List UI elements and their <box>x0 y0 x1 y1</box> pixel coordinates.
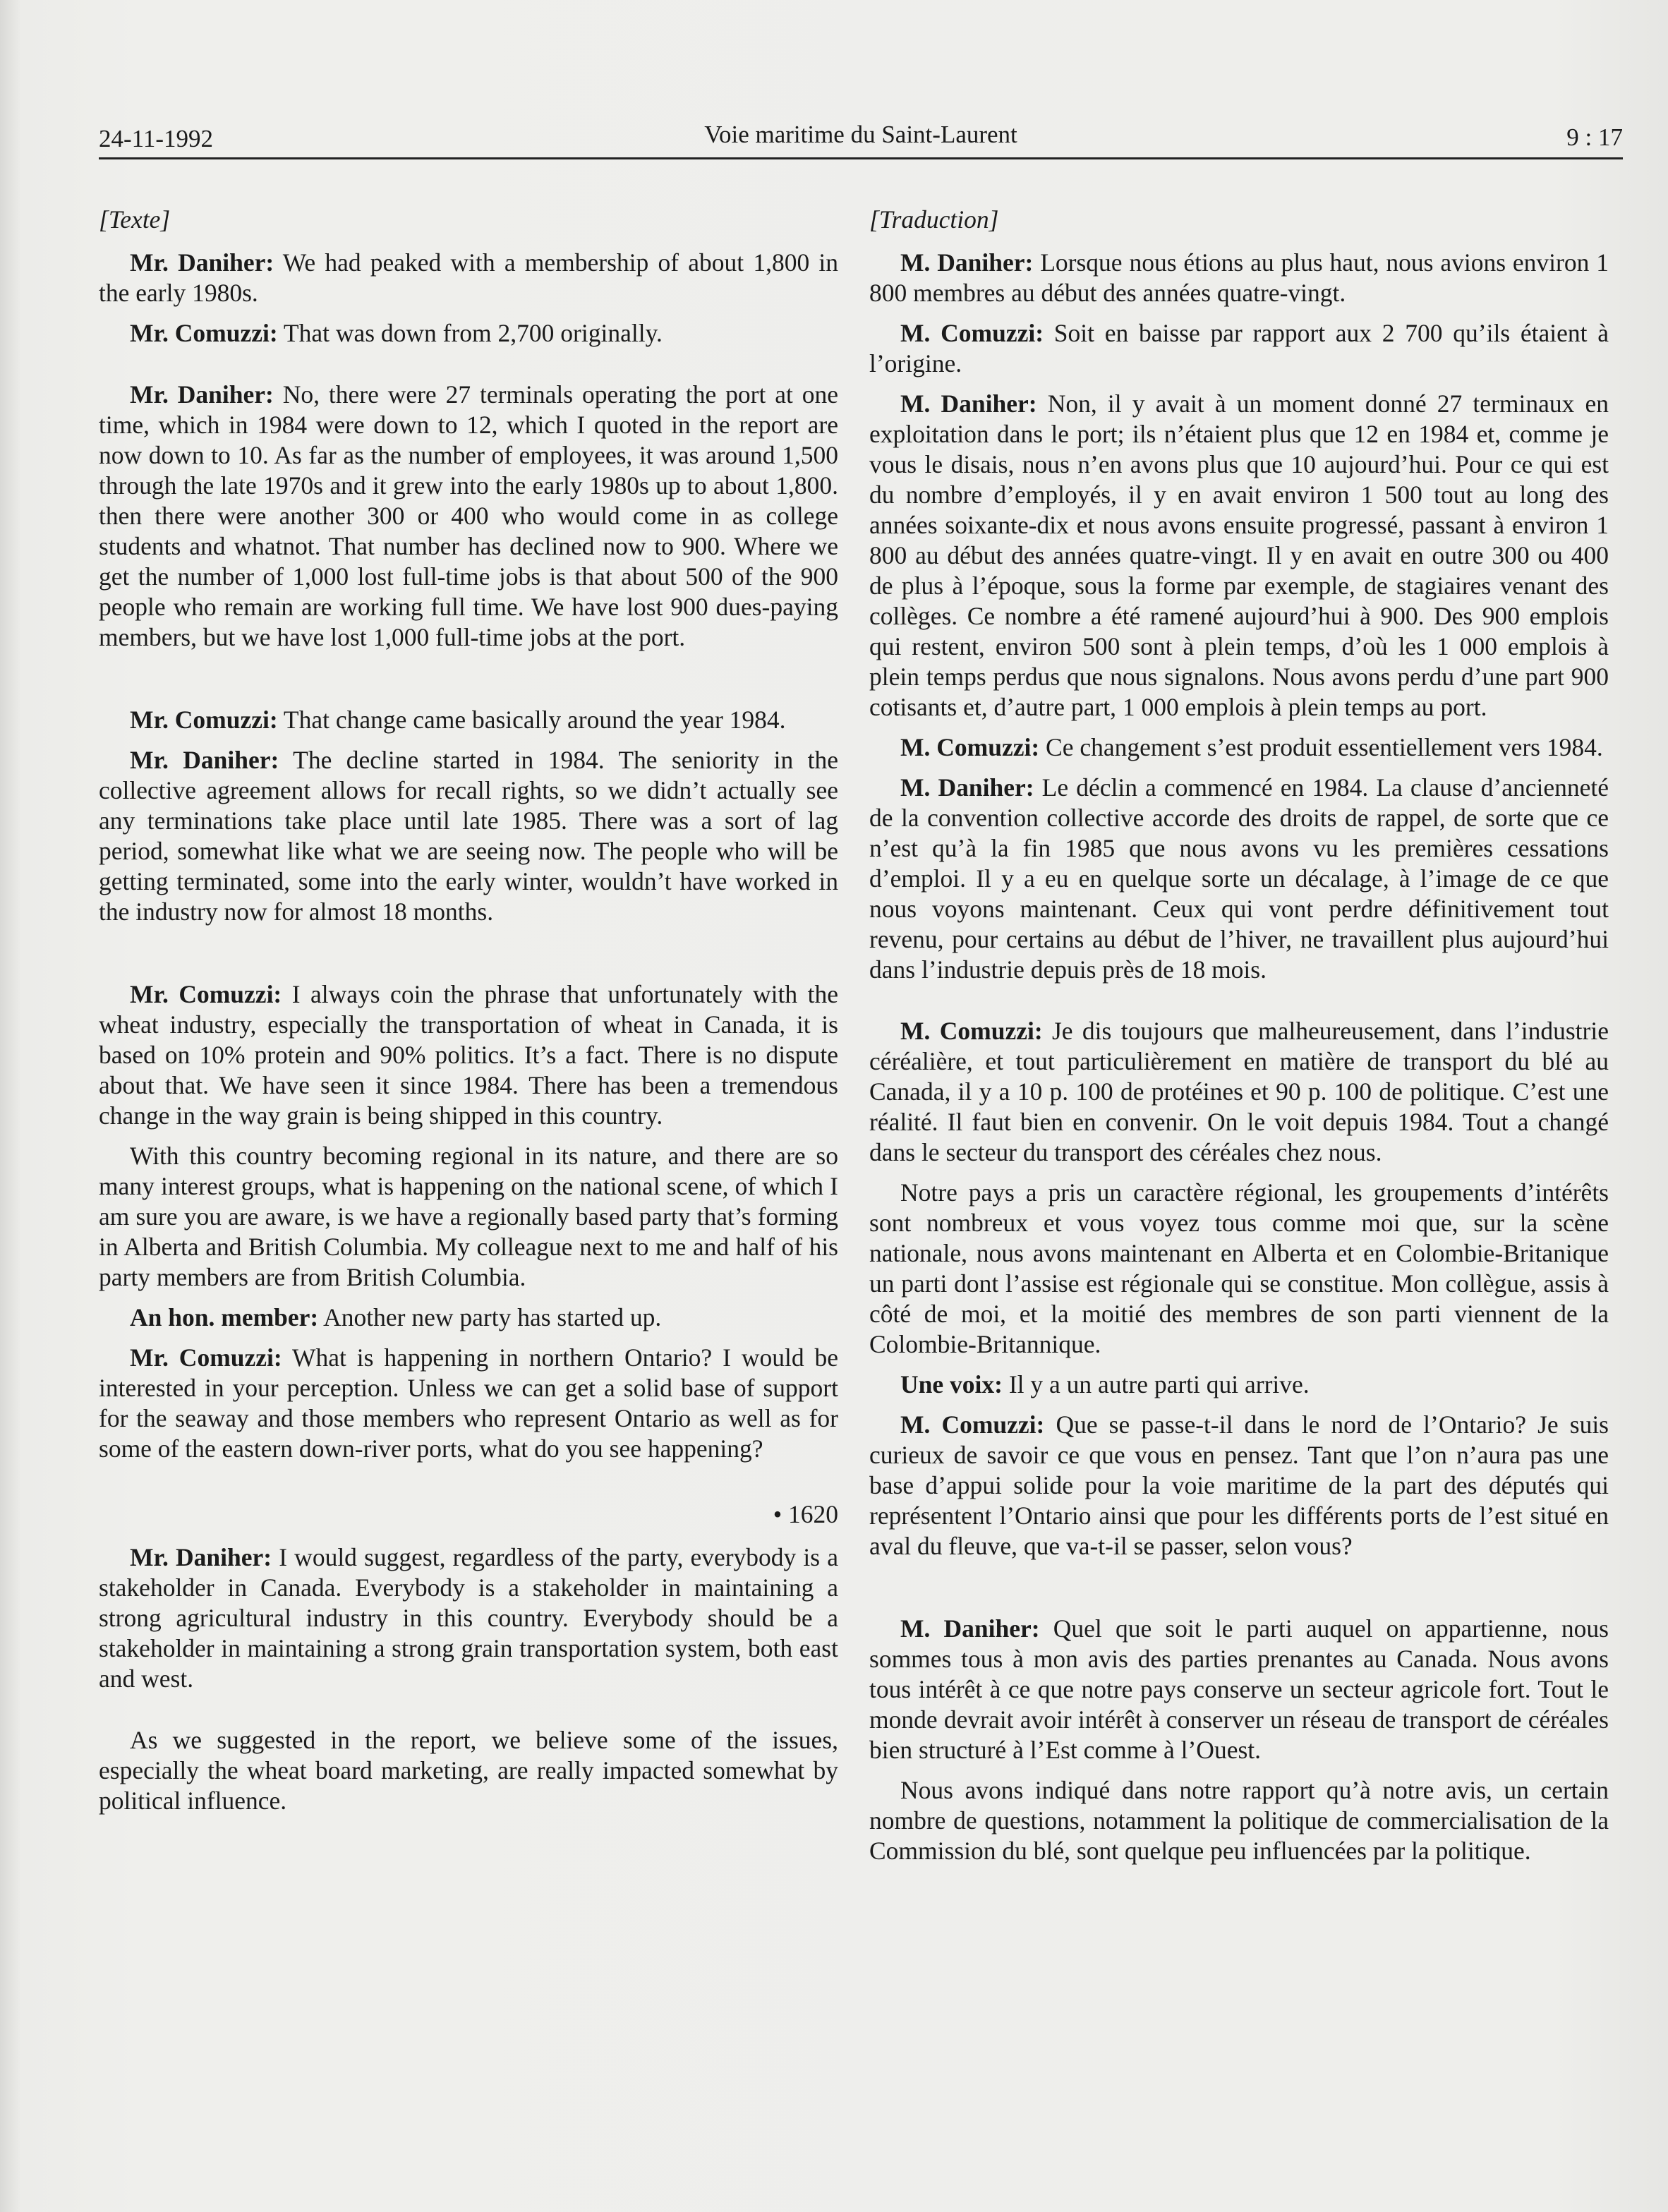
speech: I would suggest, regardless of the party, everybody is a stakeholder in Canada. Everybody is a stakeholder in maintaining a strong agricultural industry in this country. Everybody should be a stakeholder in maintaining a strong grain transportation system, both east and west. <box>99 1543 839 1693</box>
time-marker: • 1620 <box>773 1500 838 1528</box>
speech: We had peaked with a membership of about 1,800 in the early 1980s. <box>99 248 839 307</box>
spacer <box>99 358 838 380</box>
speaker: Mr. Comuzzi: <box>130 319 278 347</box>
paragraph <box>99 745 838 927</box>
speaker: Mr. Comuzzi: <box>130 706 278 734</box>
speaker: M. Comuzzi: <box>900 1410 1045 1439</box>
paragraph <box>869 1178 1609 1360</box>
spacer <box>869 1571 1609 1614</box>
paragraph <box>99 1343 838 1464</box>
speaker: Mr. Daniher: <box>130 248 274 277</box>
french-column <box>869 205 1609 1876</box>
paragraph <box>99 705 838 735</box>
speech: With this country becoming regional in its nature, and there are so many interest groups, what is happening on the national scene, of which I am sure you are aware, is we have a regionally based party that’s forming in Alberta and British Columbia. My colleague next to me and half of his party members are from British Columbia. <box>99 1142 838 1291</box>
paragraph <box>99 248 838 308</box>
speaker: M. Daniher: <box>900 389 1037 418</box>
paragraph <box>99 318 838 349</box>
header-page-number: 9 : 17 <box>1566 123 1623 151</box>
speech: The decline started in 1984. The seniority in the collective agreement allows for recall rights, so we didn’t actually see any terminations take place until late 1985. There was a sort of lag period, somewhat like what we are seeing now. The people who will be getting terminated, some into the early winter, wouldn’t have worked in the industry now for almost 18 months. <box>99 746 838 926</box>
paragraph <box>869 732 1609 763</box>
paragraph <box>869 318 1609 379</box>
speech: Non, il y avait à un moment donné 27 terminaux en exploitation dans le port; ils n’étaient plus que 12 en 1984 et, comme je vous le disais, nous n’en avons plus que 10 aujourd’hui. Pour ce qui est du nombre d’employés, il y en avait environ 1 500 tout au long des années soixante-dix et nous avons ensuite progressé, passant à environ 1 800 au début des années quatre-vingt. Il y en avait en outre 300 ou 400 de plus à l’époque, sous la forme par exemple, de stagiaires venant des collèges. Ce nombre a été ramené aujourd’hui à 900. Des 900 emplois qui restent, environ 500 sont à plein temps, d’où les 1 000 emplois à plein temps perdus que nous signalons. Nous avons perdu d’une part 900 cotisants et, d’autre part, 1 000 emplois à plein temps au port. <box>869 389 1609 721</box>
speaker: M. Comuzzi: <box>900 733 1040 761</box>
paragraph <box>869 1016 1609 1168</box>
speech: Soit en baisse par rapport aux 2 700 qu’ils étaient à l’origine. <box>869 319 1609 377</box>
spacer <box>99 1474 838 1495</box>
paragraph <box>99 1303 838 1333</box>
paragraph <box>99 1141 838 1293</box>
speaker: M. Comuzzi: <box>900 1017 1043 1045</box>
speech: Le déclin a commencé en 1984. La clause d’ancienneté de la convention collective accorde des droits de rappel, de sorte que ce n’est qu’à la fin 1985 que nous avons vu les premières cessations d’emploi. Il y a eu en quelque sorte un décalage, à l’image de ce que nous voyons maintenant. Ceux qui vont perdre définitivement tout revenu, pour certains au début de l’hiver, ne travaillent plus aujourd’hui dans l’industrie depuis près de 18 mois. <box>869 773 1609 984</box>
speech: Ce changement s’est produit essentiellement vers 1984. <box>1039 733 1603 761</box>
english-column <box>99 205 838 1826</box>
speech: Lorsque nous étions au plus haut, nous avions environ 1 800 membres au début des années quatre-vingt. <box>869 248 1609 307</box>
speech: I always coin the phrase that unfortunately with the wheat industry, especially the transportation of wheat in Canada, it is based on 10% protein and 90% politics. It’s a fact. There is no dispute about that. We have seen it since 1984. There has been a tremendous change in the way grain is being shipped in this country. <box>99 980 838 1130</box>
speaker: An hon. member: <box>130 1303 319 1331</box>
speech: Que se passe-t-il dans le nord de l’Ontario? Je suis curieux de savoir ce que vous en pensez. Tant que l’on n’aura pas une base d’appui solide pour la voie maritime de la part des députés qui représentent l’Ontario ainsi que pour les différents ports de l’est situé en aval du fleuve, que va-t-il se passer, selon vous? <box>869 1410 1609 1560</box>
speech: Nous avons indiqué dans notre rapport qu’à notre avis, un certain nombre de questions, notamment la politique de commercialisation de la Commission du blé, sont quelque peu influencées par la politique. <box>869 1776 1609 1865</box>
speaker: Une voix: <box>900 1370 1003 1398</box>
spacer <box>99 1704 838 1725</box>
speech: As we suggested in the report, we believe some of the issues, especially the wheat board marketing, are really impacted somewhat by political influence. <box>99 1726 838 1815</box>
paragraph <box>99 1725 838 1816</box>
running-header <box>99 109 1623 159</box>
speaker: Mr. Comuzzi: <box>130 1343 282 1372</box>
spacer <box>99 663 838 705</box>
speech: Another new party has started up. <box>318 1303 662 1331</box>
speech: Quel que soit le parti auquel on appartienne, nous sommes tous à mon avis des parties prenantes au Canada. Nous avons tous intérêt à ce que notre pays conserve un secteur agricole fort. Tout le monde devrait avoir intérêt à conserver un réseau de transport de céréales bien structuré à l’Est comme à l’Ouest. <box>869 1614 1609 1764</box>
speech: Il y a un autre parti qui arrive. <box>1002 1370 1310 1398</box>
english-label: [Texte] <box>99 205 171 234</box>
french-label: [Traduction] <box>869 205 999 234</box>
speaker: M. Comuzzi: <box>900 319 1044 347</box>
paragraph <box>99 380 838 653</box>
header-date: 24-11-1992 <box>99 125 214 152</box>
spacer <box>99 937 838 979</box>
speaker: M. Daniher: <box>900 248 1034 277</box>
paragraph <box>99 979 838 1131</box>
speech: That change came basically around the year 1984. <box>277 706 786 734</box>
speech: What is happening in northern Ontario? I would be interested in your perception. Unless we can get a solid base of support for the seaway and those members who represent Ontario as well as for some of the eastern down-river ports, what do you see happening? <box>99 1343 838 1463</box>
paragraph <box>869 1370 1609 1400</box>
paragraph <box>99 1542 838 1694</box>
paragraph <box>869 773 1609 985</box>
speaker: Mr. Daniher: <box>130 1543 272 1571</box>
paragraph <box>869 1410 1609 1561</box>
paragraph <box>869 389 1609 723</box>
speaker: M. Daniher: <box>900 773 1034 802</box>
speech: No, there were 27 terminals operating the port at one time, which in 1984 were down to 12, which I quoted in the report are now down to 10. As far as the number of employees, it was around 1,500 through the late 1970s and it grew into the early 1980s up to about 1,800. then there were another 300 or 400 who would come in as college students and whatnot. That number has declined now to 900. Where we get the number of 1,000 lost full-time jobs is that about 500 of the 900 people who remain are working full time. We have lost 900 dues-paying members, but we have lost 1,000 full-time jobs at the port. <box>99 380 838 651</box>
spacer <box>869 995 1609 1016</box>
speech: That was down from 2,700 originally. <box>277 319 663 347</box>
paragraph <box>869 1614 1609 1765</box>
speaker: M. Daniher: <box>900 1614 1040 1643</box>
speech: Notre pays a pris un caractère régional, les groupements d’intérêts sont nombreux et vous voyez tous comme moi que, sur la scène nationale, nous avons maintenant en Alberta et en Colombie-Britanique un parti dont l’assise est régionale qui se constitue. Mon collègue, assis à côté de moi, et la moitié des membres de son parti viennent de la Colombie-Britannique. <box>869 1178 1609 1358</box>
speaker: Mr. Daniher: <box>130 380 274 409</box>
speaker: Mr. Comuzzi: <box>130 980 282 1008</box>
speech: Je dis toujours que malheureusement, dans l’industrie céréalière, et tout particulièrement en matière de transport du blé au Canada, il y a 10 p. 100 de protéines et 90 p. 100 de politique. C’est une réalité. Il faut bien en convenir. On le voit depuis 1984. Tout a changé dans le secteur du transport des céréales chez nous. <box>869 1017 1609 1166</box>
paragraph <box>869 248 1609 308</box>
speaker: Mr. Daniher: <box>130 746 279 774</box>
header-title: Voie maritime du Saint-Laurent <box>704 121 1017 148</box>
paragraph <box>869 1775 1609 1866</box>
